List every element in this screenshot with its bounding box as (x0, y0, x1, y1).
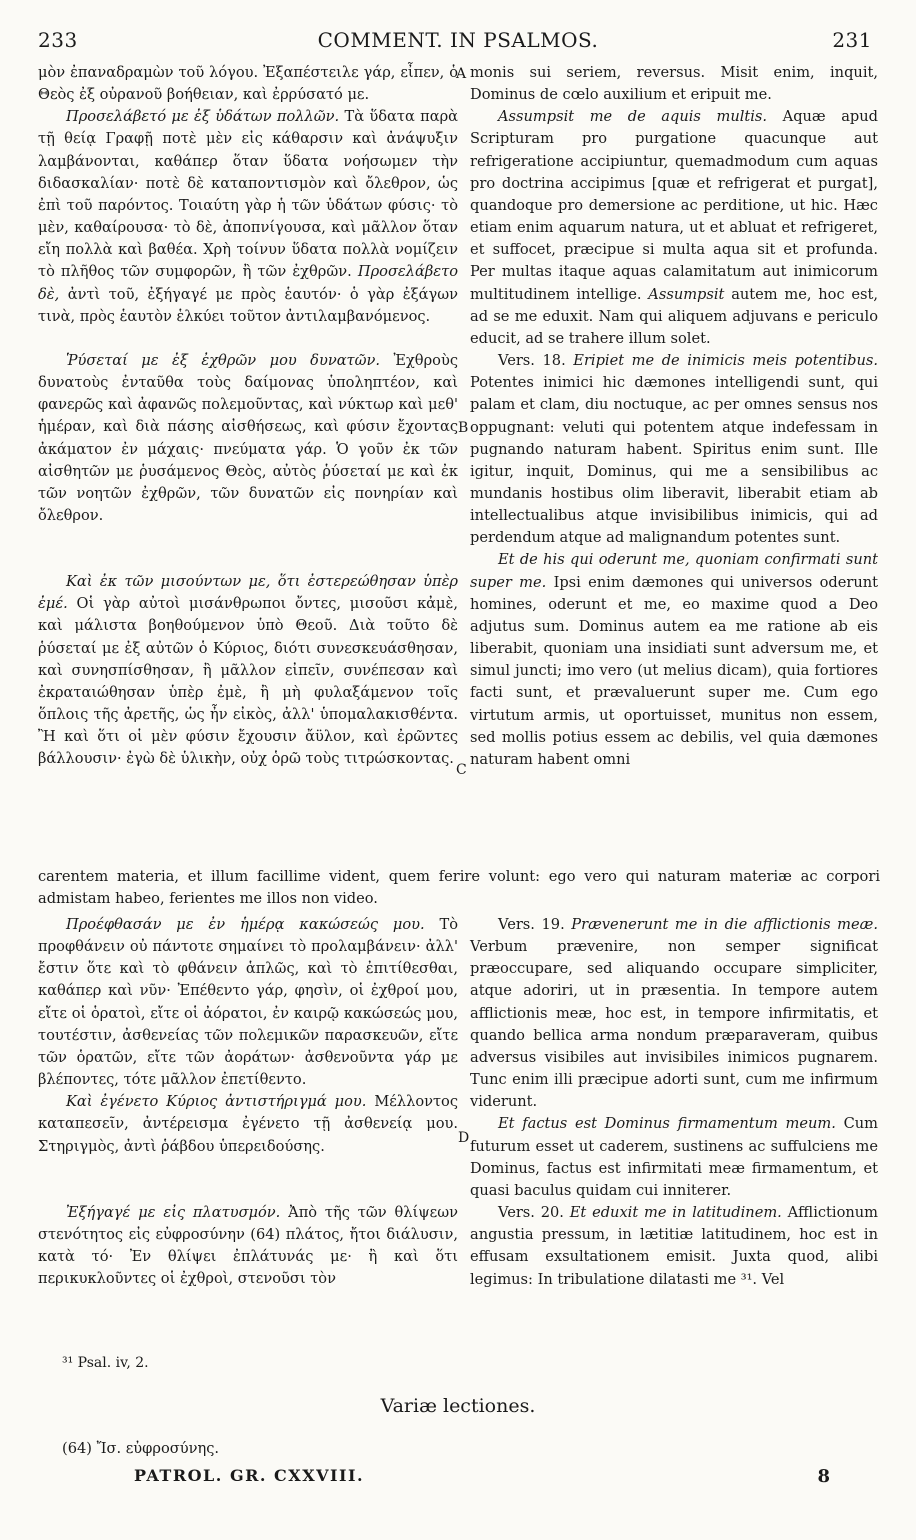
latin-lemma: Et factus est Dominus firmamentum meum. (498, 1115, 836, 1133)
latin-lemma: Assumpsit (648, 285, 725, 303)
latin-text: Cum futurum esset ut caderem, sustinens ac suffulciens me Dominus, factus est infirmitati meæ firmamentum, et quasi baculus quidam cui inniterer. (470, 1115, 878, 1199)
latin-lemma: Assumpsit me de aquis multis. (498, 108, 768, 126)
latin-text: monis sui seriem, reversus. Misit enim, inquit, Dominus de cœlo auxilium et eripuit me. (470, 64, 878, 104)
greek-column-lower (38, 914, 458, 1290)
greek-text: Μέλλοντος καταπεσεῖν, ἀντέρεισμα ἐγένετο τῇ ἀσθενείᾳ μου. Στηριγμὸς, ἀντὶ ῥάβδου ὑπερειδούσης. (38, 1093, 459, 1155)
greek-text: Τὰ ὕδατα παρὰ τῇ θείᾳ Γραφῇ ποτὲ μὲν εἰς κάθαρσιν καὶ ἀνάψυξιν λαμβάνονται, καθάπερ ὅταν ὕδατα νοήσωμεν τὴν διδασκαλίαν· ποτὲ δὲ καταποντισμὸν καὶ ὄλεθρον, ὡς ἐπὶ τοῦ παρόντος. Τοιαύτη γὰρ ἡ τῶν ὑδάτων φύσις· τὸ μὲν, καθαίρουσα· τὸ δὲ, ἀποπνίγουσα, καὶ μᾶλλον ὅταν εἴη πολλὰ καὶ βαθέα. Χρὴ τοίνυν ὕδατα πολλὰ νομίζειν τὸ πλῆθος τῶν συμφορῶν, ἢ τῶν ἐχθρῶν. (38, 108, 458, 281)
greek-column-upper (38, 62, 458, 771)
latin-text: Potentes inimici hic dæmones intelligendi sunt, qui palam et clam, diu noctuque, ac per omnes sensus nos oppugnant: veluti qui potentem atque indefessam in pugnando naturam habent. Spiritus enim sunt. Ille igitur, inquit, Dominus, qui me a sensibilibus ac mundanis hostibus olim liberavit, liberabit etiam ab intellectualibus atque invisibilibus inimicis, qui ad perdendum atque ad malignandum potentes sunt. (470, 374, 878, 547)
greek-paragraph (38, 350, 458, 527)
running-title: COMMENT. IN PSALMOS. (317, 28, 599, 52)
latin-paragraph (470, 350, 878, 549)
latin-paragraph (470, 1113, 878, 1202)
verse-number: Vers. 20. (498, 1204, 564, 1222)
latin-lemma: Eripiet me de inimicis meis potentibus. (573, 352, 879, 370)
full-width-latin-continuation: carentem materia, et illum facillime vident, quem ferire volunt: ego vero qui naturam materiæ ac corpori admistam habeo, ferientes me illos non video. (38, 868, 880, 908)
variant-reading: (64) Ἴσ. εὐφροσύνης. (62, 1440, 220, 1457)
page-number-right: 231 (832, 28, 872, 52)
margin-letter-b: B (458, 420, 469, 436)
greek-lemma: Ἐξήγαγέ με εἰς πλατυσμόν. (66, 1203, 281, 1221)
greek-paragraph (38, 106, 458, 328)
latin-text: Ipsi enim dæmones qui universos oderunt homines, oderunt et me, eo maxime quod a Deo adjutus sum. Dominus autem ea me ratione ab eis liberabit, quoniam una insidiati sunt adversum me, et simul juncti; imo vero (ut melius dicam), quia fortiores facti sunt, et prævaluerunt super me. Cum ego virtutum armis, ut oportuisset, munitus non essem, sed mollis potius essem ac debilis, vel quia dæmones naturam habent omni (470, 573, 879, 768)
greek-paragraph (38, 571, 458, 770)
greek-lemma: Καὶ ἐκ τῶν μισούντων με, ὅτι ἐστερεώθησαν ὑπὲρ ἐμέ. (38, 573, 458, 613)
latin-column-lower (470, 914, 878, 1291)
greek-text: Ἀπὸ τῆς τῶν θλίψεων στενότητος εἰς εὐφροσύνην (64) πλάτος, ἤτοι διάλυσιν, κατὰ τό· Ἐν θλίψει ἐπλάτυνάς με· ἢ καὶ ὅτι περικυκλοῦντες οἱ ἐχθροὶ, στενοῦσι τὸν (38, 1203, 458, 1288)
greek-text: μὸν ἐπαναδραμὼν τοῦ λόγου. Ἐξαπέστειλε γάρ, εἶπεν, ὁ Θεὸς ἐξ οὐρανοῦ βοήθειαν, καὶ ἐρρύσατό με. (38, 64, 458, 104)
latin-text: Afflictionum angustia pressum, in lætitiæ latitudinem, hoc est in effusam exsultationem emisit. Juxta quod, alibi legimus: In tribulatione dilatasti me ³¹. Vel (470, 1204, 878, 1288)
greek-text: Ἐχθροὺς δυνατοὺς ἐνταῦθα τοὺς δαίμονας ὑποληπτέον, καὶ φανερῶς καὶ ἀφανῶς πολεμοῦντας, καὶ νύκτωρ καὶ μεθ' ἡμέραν, καὶ διὰ πάσης αἰσθήσεως, καὶ φύσιν ἔχοντας ἀκάματον ἐν μάχαις· πνεύματα γάρ. Ὁ γοῦν ἐκ τῶν αἰσθητῶν με ῥυσάμενος Θεὸς, αὐτὸς ῥύσεταί με καὶ ἐκ τῶν νοητῶν ἐχθρῶν, τῶν δυνατῶν εἰς πονηρίαν καὶ ὄλεθρον. (38, 351, 458, 524)
margin-letter-a: A (456, 66, 467, 82)
latin-paragraph (470, 1202, 878, 1291)
latin-text: Verbum prævenire, non semper significat præoccupare, sed aliquando occupare simpliciter, atque adoriri, ut in præsentia. In tempore autem afflictionis meæ, hoc est, in tempore infirmitatis, et quando bellica arma nondum præparaveram, quibus adversus visibiles aut invisibiles inimicos pugnarem. Tunc enim illi præcipue adorti sunt, cum me infirmum viderunt. (470, 938, 878, 1111)
latin-paragraph (470, 62, 878, 106)
latin-paragraph (470, 549, 878, 771)
greek-text: ἀντὶ τοῦ, ἐξήγαγέ με πρὸς ἑαυτόν· ὁ γὰρ ἐξάγων τινὰ, πρὸς ἑαυτὸν ἑλκύει τοῦτον ἀντιλαμβανόμενος. (38, 285, 459, 325)
footnote: ³¹ Psal. iv, 2. (62, 1355, 149, 1371)
variae-lectiones-heading: Variæ lectiones. (380, 1395, 536, 1417)
latin-lemma: Prævenerunt me in die afflictionis meæ. (571, 916, 879, 933)
latin-lemma: Et eduxit me in latitudinem. (569, 1204, 782, 1222)
signature-mark: 8 (817, 1466, 830, 1487)
greek-text: Οἱ γὰρ αὐτοὶ μισάνθρωποι ὄντες, μισοῦσι κἀμὲ, καὶ μάλιστα βοηθούμενον ὑπὸ Θεοῦ. Διὰ τοῦτο δὲ ῥύσεταί με ἐξ αὐτῶν ὁ Κύριος, διότι συνεσκευάσθησαν, καὶ συνησπίσθησαν, ἢ μᾶλλον εἰπεῖν, συνέπεσαν καὶ ἐκραταιώθησαν ὑπὲρ ἐμὲ, ἢ μὴ φυλαξάμενον τοῖς ὅπλοις τῆς ἀρετῆς, ὡς ἦν εἰκὸς, ἀλλ' ὑπομαλακισθέντα. Ἢ καὶ ὅτι οἱ μὲν φύσιν ἔχουσιν ἄϋλον, καὶ ἐρῶντες βάλλουσιν· ἐγὼ δὲ ὑλικὴν, οὐχ ὁρῶ τοὺς τιτρώσκοντας. (38, 595, 458, 768)
latin-lemma: Et de his qui oderunt me, quoniam confirmati sunt super me. (470, 551, 878, 591)
greek-paragraph (38, 914, 458, 1091)
greek-lemma: Προσελάβετο δὲ, (38, 263, 458, 303)
latin-text: Aquæ apud Scripturam pro purgatione quacunque aut refrigeratione accipiuntur, quemadmodum cum aquas pro doctrina accipimus [quæ et refrigerat et purgat], quandoque pro demersione ac perditione, ut hic. Hæc etiam enim aquarum natura, ut et abluat et refrigeret, et suffocet, præcipue si multa aqua sit et profunda. Per multas itaque aquas calamitatum aut inimicorum multitudinem intellige. (470, 108, 879, 303)
latin-paragraph (470, 106, 878, 350)
verse-number: Vers. 18. (498, 352, 566, 370)
margin-letter-d: D (458, 1130, 470, 1146)
page-number-left: 233 (38, 28, 78, 52)
greek-paragraph (38, 62, 458, 106)
verse-number: Vers. 19. (498, 916, 565, 933)
greek-lemma: Προσελάβετό με ἐξ ὑδάτων πολλῶν. (66, 108, 340, 126)
latin-column-upper (470, 62, 878, 771)
patrologia-footer: PATROL. GR. CXXVIII. (134, 1466, 365, 1485)
latin-text: autem me, hoc est, ad se me eduxit. Nam qui aliquem adjuvans e periculo educit, ad se trahere illum solet. (470, 285, 878, 347)
greek-text: Τὸ προφθάνειν οὐ πάντοτε σημαίνει τὸ προλαμβάνειν· ἀλλ' ἔστιν ὅτε καὶ τὸ φθάνειν ἁπλῶς, καὶ τὸ ἐπιτίθεσθαι, καθάπερ καὶ νῦν· Ἐπέθεντο γάρ, φησὶν, οἱ ἐχθροί μου, εἴτε οἱ ὁρατοὶ, εἴτε οἱ ἀόρατοι, ἐν καιρῷ κακώσεώς μου, τουτέστιν, ἀσθενείας τῶν πολεμικῶν παρασκευῶν, εἴτε τῶν ὁρατῶν, εἴτε τῶν ἀοράτων· ἀσθενοῦντα γάρ με βλέποντες, τότε μᾶλλον ἐπετίθεντο. (38, 916, 458, 1089)
margin-letter-c: C (456, 762, 467, 778)
greek-paragraph (38, 1091, 458, 1157)
latin-paragraph (470, 914, 878, 1113)
greek-lemma: Ῥύσεταί με ἐξ ἐχθρῶν μου δυνατῶν. (66, 351, 381, 369)
greek-paragraph (38, 1202, 458, 1291)
greek-lemma: Καὶ ἐγένετο Κύριος ἀντιστήριγμά μου. (66, 1093, 367, 1111)
greek-lemma: Προέφθασάν με ἐν ἡμέρᾳ κακώσεώς μου. (66, 916, 425, 933)
